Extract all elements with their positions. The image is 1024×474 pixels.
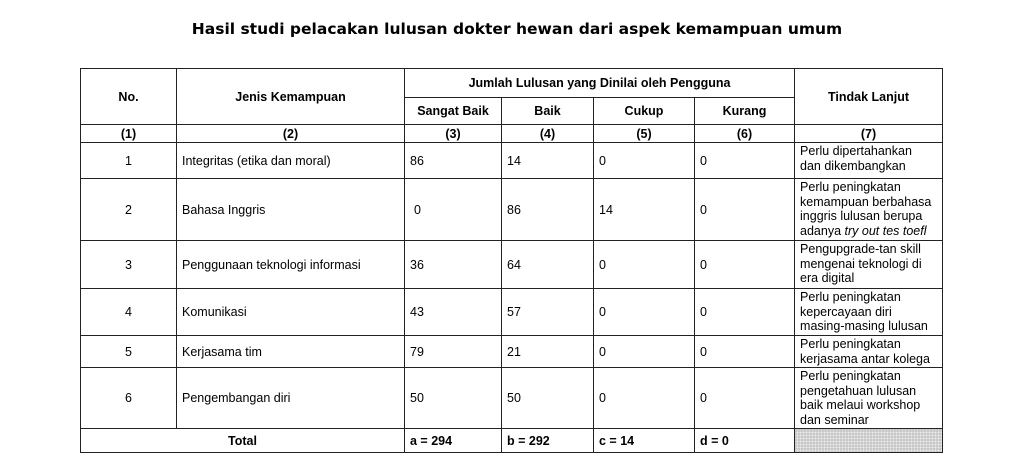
total-label: Total bbox=[81, 429, 405, 453]
row-number: 3 bbox=[81, 241, 177, 289]
assessment-table bbox=[80, 68, 943, 453]
row-tindak-lanjut: Perlu peningkatan kerjasama antar kolega bbox=[795, 336, 943, 368]
row-jenis: Kerjasama tim bbox=[177, 336, 405, 368]
row-number: 1 bbox=[81, 143, 177, 179]
tindak-text: Perlu peningkatan kemampuan berbahasa inggris lulusan berupa adanya bbox=[800, 180, 932, 238]
row-number: 4 bbox=[81, 289, 177, 336]
row-number: 5 bbox=[81, 336, 177, 368]
row-number: 2 bbox=[81, 179, 177, 241]
col-number: (7) bbox=[795, 125, 943, 143]
row-tindak-lanjut: Perlu peningkatan kepercayaan diri masing-masing lulusan bbox=[795, 289, 943, 336]
total-a: a = 294 bbox=[405, 429, 502, 453]
header-sangat-baik: Sangat Baik bbox=[405, 98, 502, 125]
row-sangat-baik: 50 bbox=[405, 368, 502, 429]
row-sangat-baik: 43 bbox=[405, 289, 502, 336]
total-row bbox=[81, 429, 943, 453]
row-baik: 57 bbox=[502, 289, 594, 336]
row-baik: 64 bbox=[502, 241, 594, 289]
row-tindak-lanjut: Pengupgrade-tan skill mengenai teknologi di era digital bbox=[795, 241, 943, 289]
row-kurang: 0 bbox=[695, 336, 795, 368]
total-c: c = 14 bbox=[594, 429, 695, 453]
col-number: (6) bbox=[695, 125, 795, 143]
header-no: No. bbox=[81, 69, 177, 125]
row-tindak-lanjut bbox=[795, 179, 943, 241]
row-baik: 86 bbox=[502, 179, 594, 241]
row-cukup: 0 bbox=[594, 368, 695, 429]
row-sangat-baik: 0 bbox=[405, 179, 502, 241]
row-tindak-lanjut: Perlu peningkatan pengetahuan lulusan baik melaui workshop dan seminar bbox=[795, 368, 943, 429]
row-cukup: 0 bbox=[594, 289, 695, 336]
row-sangat-baik: 79 bbox=[405, 336, 502, 368]
row-cukup: 0 bbox=[594, 336, 695, 368]
row-sangat-baik: 86 bbox=[405, 143, 502, 179]
row-jenis: Integritas (etika dan moral) bbox=[177, 143, 405, 179]
row-kurang: 0 bbox=[695, 289, 795, 336]
column-number-row bbox=[81, 125, 943, 143]
table-row bbox=[81, 179, 943, 241]
table-row bbox=[81, 143, 943, 179]
total-d: d = 0 bbox=[695, 429, 795, 453]
table-row bbox=[81, 368, 943, 429]
document-title: Hasil studi pelacakan lulusan dokter hewan dari aspek kemampuan umum bbox=[191, 20, 843, 38]
row-tindak-lanjut: Perlu dipertahankan dan dikembangkan bbox=[795, 143, 943, 179]
col-number: (4) bbox=[502, 125, 594, 143]
header-jumlah-lulusan: Jumlah Lulusan yang Dinilai oleh Pengguna bbox=[405, 69, 795, 98]
row-baik: 14 bbox=[502, 143, 594, 179]
row-kurang: 0 bbox=[695, 368, 795, 429]
row-jenis: Penggunaan teknologi informasi bbox=[177, 241, 405, 289]
col-number: (1) bbox=[81, 125, 177, 143]
table-row bbox=[81, 336, 943, 368]
row-cukup: 0 bbox=[594, 241, 695, 289]
row-number: 6 bbox=[81, 368, 177, 429]
hatched-cell bbox=[795, 429, 943, 453]
row-cukup: 0 bbox=[594, 143, 695, 179]
row-kurang: 0 bbox=[695, 143, 795, 179]
header-kurang: Kurang bbox=[695, 98, 795, 125]
row-jenis: Pengembangan diri bbox=[177, 368, 405, 429]
row-kurang: 0 bbox=[695, 241, 795, 289]
header-jenis-kemampuan: Jenis Kemampuan bbox=[177, 69, 405, 125]
header-row-1 bbox=[81, 69, 943, 98]
table-row bbox=[81, 241, 943, 289]
header-baik: Baik bbox=[502, 98, 594, 125]
row-jenis: Bahasa Inggris bbox=[177, 179, 405, 241]
row-kurang: 0 bbox=[695, 179, 795, 241]
row-jenis: Komunikasi bbox=[177, 289, 405, 336]
header-cukup: Cukup bbox=[594, 98, 695, 125]
col-number: (3) bbox=[405, 125, 502, 143]
row-baik: 50 bbox=[502, 368, 594, 429]
row-baik: 21 bbox=[502, 336, 594, 368]
table-row bbox=[81, 289, 943, 336]
row-sangat-baik: 36 bbox=[405, 241, 502, 289]
header-tindak-lanjut: Tindak Lanjut bbox=[795, 69, 943, 125]
col-number: (5) bbox=[594, 125, 695, 143]
row-cukup: 14 bbox=[594, 179, 695, 241]
total-b: b = 292 bbox=[502, 429, 594, 453]
tindak-italic: try out tes toefl bbox=[844, 223, 927, 238]
col-number: (2) bbox=[177, 125, 405, 143]
